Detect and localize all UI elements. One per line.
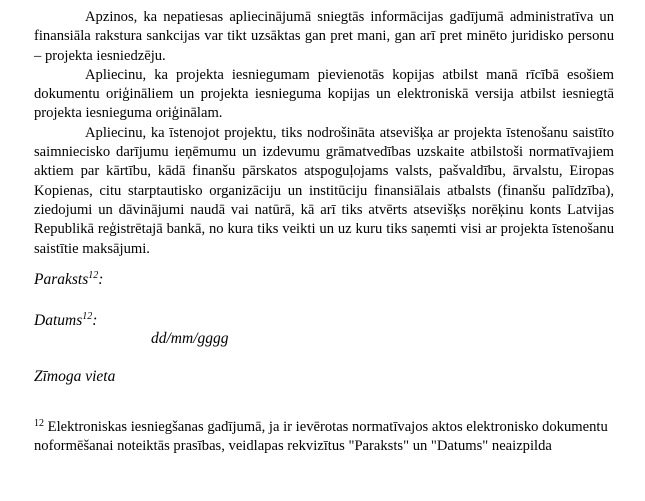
date-field bbox=[34, 312, 97, 330]
signature-field bbox=[34, 271, 103, 289]
date-footnote-ref: 12 bbox=[82, 311, 93, 322]
date-label: Datums bbox=[34, 312, 83, 329]
signature-label: Paraksts bbox=[34, 271, 89, 288]
date-colon: : bbox=[92, 312, 98, 329]
stamp-label: Zīmoga vieta bbox=[34, 368, 116, 385]
stamp-place bbox=[34, 368, 115, 386]
declaration-body bbox=[34, 8, 614, 259]
footnote-text: Elektroniskas iesniegšanas gadījumā, ja ir ievērotas normatīvajos aktos elektronisko dokumentu noformēšanai noteiktās prasības, veidlapas rekvizītus "Paraksts" un "Datums" neaizpilda bbox=[34, 419, 608, 455]
declaration-paragraph-1: Apzinos, ka nepatiesas apliecinājumā sniegtās informācijas gadījumā administratīva un finansiāla rakstura sankcijas var tikt uzsāktas gan pret mani, gan arī pret minēto juridisko personu – projekta iesniedzēju. bbox=[34, 9, 614, 64]
footnote bbox=[34, 418, 614, 457]
footnote-number: 12 bbox=[34, 418, 44, 429]
date-format-placeholder: dd/mm/gggg bbox=[151, 330, 229, 347]
signature-colon: : bbox=[98, 271, 104, 288]
declaration-paragraph-2: Apliecinu, ka projekta iesniegumam pievienotās kopijas atbilst manā rīcībā esošiem dokumentu oriģināliem un projekta iesnieguma kopijas un elektroniskā versija atbilst iesniegtā projekta iesnieguma oriģinālam. bbox=[34, 66, 614, 122]
signature-footnote-ref: 12 bbox=[88, 270, 99, 281]
declaration-paragraph-3: Apliecinu, ka īstenojot projektu, tiks nodrošināta atsevišķa ar projekta īstenošanu saistīto saimniecisko darījumu ieņēmumu un izdevumu grāmatvedības uzskaite atbilstoši normatīvajiem aktiem par kārtību, kādā finanšu pārskatos atspoguļojams valsts, pašvaldību, ārvalstu, Eiropas Kopienas, citu starptautisko organizāciju un institūciju finansiālais atbalsts (finanšu palīdzība), ziedojumi un dāvinājumi naudā vai natūrā, kā arī tiks atvērts atsevišķs norēķinu konts Latvijas Republikā reģistrētajā bankā, no kura tiks veikti un uz kuru tiks saņemti visi ar projekta īstenošanu saistītie maksājumi. bbox=[34, 124, 614, 257]
